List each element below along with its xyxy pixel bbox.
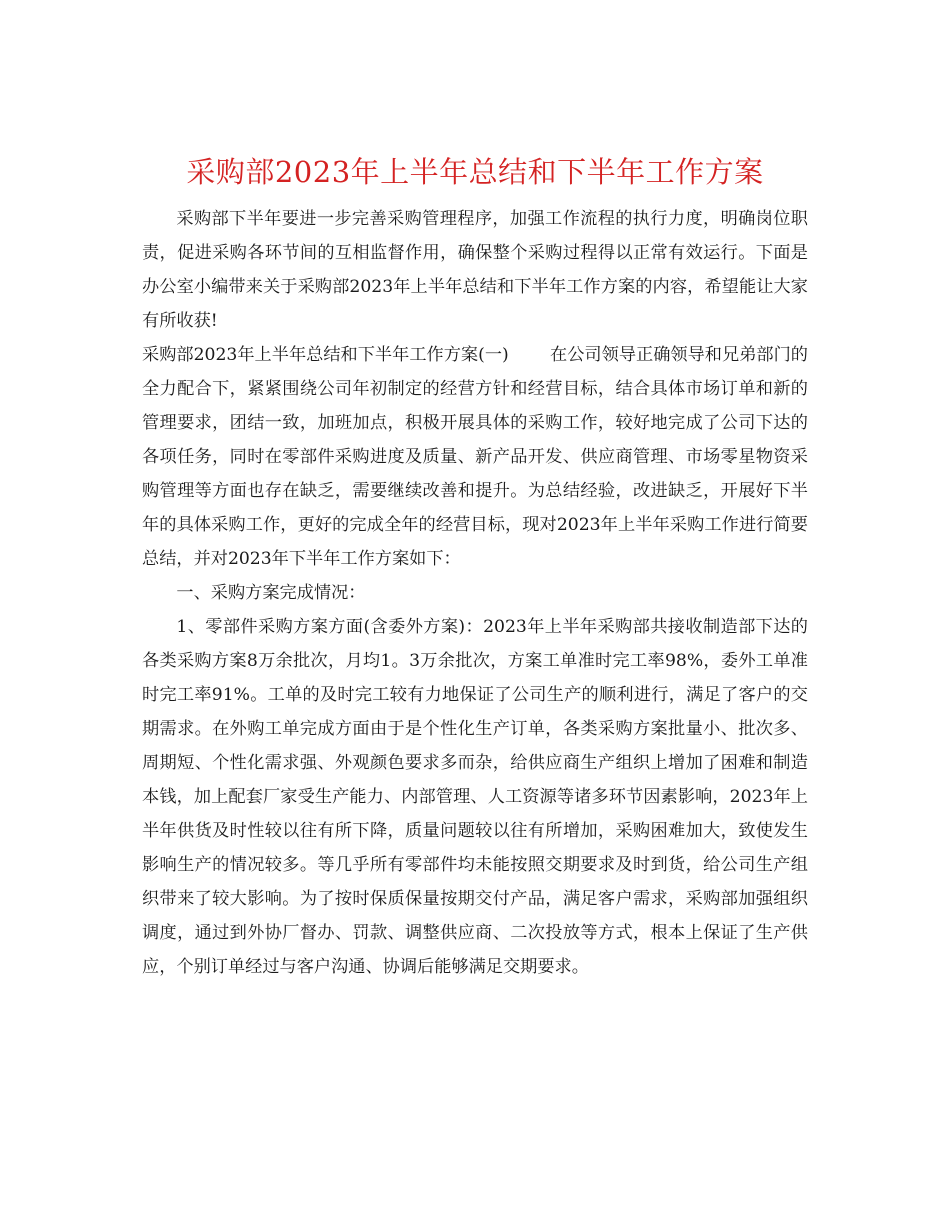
item-paragraph: 1、零部件采购方案方面(含委外方案)：2023年上半年采购部共接收制造部下达的各类采购方案8万余批次，月均1。3万余批次，方案工单准时完工率98%，委外工单准时完工率91%。工单的及时完工较有力地保证了公司生产的顺利进行，满足了客户的交期需求。在外购工单完成方面由于是个性化生产订单，各类采购方案批量小、批次多、周期短、个性化需求强、外观颜色要求多而杂，给供应商生产组织上增加了困难和制造本钱，加上配套厂家受生产能力、内部管理、人工资源等诸多环节因素影响，2023年上半年供货及时性较以往有所下降，质量问题较以往有所增加，采购困难加大，致使发生影响生产的情况较多。等几乎所有零部件均未能按照交期要求及时到货，给公司生产组织带来了较大影响。为了按时保质保量按期交付产品，满足客户需求，采购部加强组织调度，通过到外协厂督办、罚款、调整供应商、二次投放等方式，根本上保证了生产供应，个别订单经过与客户沟通、协调后能够满足交期要求。 [142,617,808,977]
page-title: 采购部2023年上半年总结和下半年工作方案 [186,155,764,190]
section-heading: 采购部2023年上半年总结和下半年工作方案(一) [142,345,509,365]
document-body [142,202,808,984]
subsection-heading: 一、采购方案完成情况： [176,583,366,603]
section-paragraph [142,338,808,576]
intro-paragraph: 采购部下半年要进一步完善采购管理程序，加强工作流程的执行力度，明确岗位职责，促进采购各环节间的互相监督作用，确保整个采购过程得以正常有效运行。下面是办公室小编带来关于采购部2023年上半年总结和下半年工作方案的内容，希望能让大家有所收获! [142,209,808,331]
section-body: 在公司领导正确领导和兄弟部门的全力配合下，紧紧围绕公司年初制定的经营方针和经营目标，结合具体市场订单和新的管理要求，团结一致，加班加点，积极开展具体的采购工作，较好地完成了公司下达的各项任务，同时在零部件采购进度及质量、新产品开发、供应商管理、市场零星物资采购管理等方面也存在缺乏，需要继续改善和提升。为总结经验，改进缺乏，开展好下半年的具体采购工作，更好的完成全年的经营目标，现对2023年上半年采购工作进行简要总结，并对2023年下半年工作方案如下： [142,345,808,569]
